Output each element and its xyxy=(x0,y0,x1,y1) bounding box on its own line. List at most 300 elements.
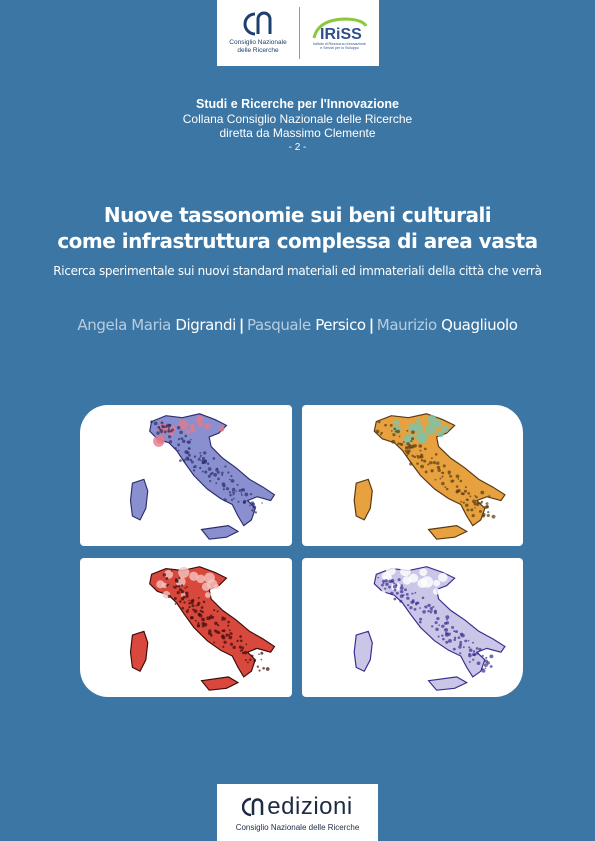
map-texture-dot xyxy=(393,582,395,584)
map-texture-dot xyxy=(233,498,235,500)
map-texture-dot xyxy=(251,509,253,512)
map-texture-dot xyxy=(437,469,440,472)
map-texture-dot xyxy=(460,480,463,483)
map-texture-dot xyxy=(221,471,224,474)
map-texture-dot xyxy=(230,475,232,477)
authors-line xyxy=(0,316,595,334)
map-texture-dot xyxy=(209,480,211,482)
map-texture-dot xyxy=(226,487,229,490)
map-texture-dot xyxy=(244,493,248,497)
map-texture-dot xyxy=(438,624,440,626)
map-texture-dot xyxy=(469,649,473,652)
map-texture-dot xyxy=(212,616,214,618)
map-texture-dot xyxy=(396,444,398,446)
map-texture-dot xyxy=(235,490,237,492)
map-texture-dot xyxy=(424,605,427,608)
map-texture-dot xyxy=(241,492,243,494)
map-texture-dot xyxy=(177,443,180,446)
map-texture-dot xyxy=(250,493,252,495)
map-texture-dot xyxy=(190,616,193,619)
map-texture-dot xyxy=(257,666,259,668)
map-texture-blob xyxy=(409,574,418,583)
map-texture-dot xyxy=(229,629,231,631)
map-texture-dot xyxy=(208,629,211,632)
map-texture-dot xyxy=(252,503,255,506)
map-texture-dot xyxy=(474,507,476,509)
map-texture-dot xyxy=(175,447,177,449)
map-texture-blob xyxy=(380,590,385,595)
map-texture-dot xyxy=(441,634,443,636)
series-collection: Collana Consiglio Nazionale delle Ricerche xyxy=(182,111,413,126)
map-texture-dot xyxy=(436,462,439,465)
map-texture-dot xyxy=(221,619,223,621)
map-texture-dot xyxy=(411,447,413,449)
map-texture-dot xyxy=(406,455,408,457)
map-texture-dot xyxy=(178,438,180,440)
book-title xyxy=(0,202,595,254)
map-texture-dot xyxy=(198,614,201,617)
map-texture-dot xyxy=(195,605,197,607)
map-texture-dot xyxy=(232,488,236,492)
map-texture-dot xyxy=(446,619,448,621)
map-texture-dot xyxy=(409,462,412,465)
map-texture-dot xyxy=(168,430,170,432)
map-texture-dot xyxy=(382,582,384,584)
map-texture-dot xyxy=(229,494,232,497)
map-texture-dot xyxy=(178,577,181,580)
map-texture-dot xyxy=(227,621,230,624)
map-texture-dot xyxy=(169,424,172,427)
map-texture-blob xyxy=(198,422,203,427)
map-texture-dot xyxy=(193,469,195,471)
map-texture-dot xyxy=(229,632,231,634)
map-texture-dot xyxy=(469,495,471,497)
map-texture-dot xyxy=(384,424,387,427)
map-texture-dot xyxy=(391,440,395,444)
publisher-logo xyxy=(217,784,378,841)
map-texture-dot xyxy=(446,488,449,491)
map-panel-1 xyxy=(80,405,292,546)
map-texture-blob xyxy=(410,433,415,438)
map-texture-dot xyxy=(482,655,484,657)
map-texture-dot xyxy=(430,469,433,472)
map-texture-dot xyxy=(436,617,439,620)
map-texture-blob xyxy=(214,584,219,589)
sardinia-shape xyxy=(354,631,372,671)
map-texture-dot xyxy=(237,484,239,486)
map-texture-dot xyxy=(444,629,446,631)
map-texture-dot xyxy=(468,640,470,642)
map-texture-dot xyxy=(453,630,455,632)
map-texture-blob xyxy=(196,416,204,424)
map-texture-dot xyxy=(223,498,226,501)
map-texture-dot xyxy=(229,479,231,481)
sicily-shape xyxy=(202,677,238,690)
map-texture-dot xyxy=(407,604,409,606)
map-texture-dot xyxy=(427,610,430,612)
map-texture-dot xyxy=(425,471,428,474)
map-texture-blob xyxy=(425,424,436,435)
map-texture-dot xyxy=(150,420,153,423)
map-texture-blob xyxy=(416,419,420,423)
map-texture-dot xyxy=(199,467,201,469)
map-texture-blob xyxy=(394,420,400,425)
map-texture-dot xyxy=(411,437,414,440)
map-texture-dot xyxy=(212,457,215,460)
map-texture-dot xyxy=(164,430,167,433)
map-texture-dot xyxy=(204,471,207,474)
map-texture-dot xyxy=(431,610,433,612)
map-texture-dot xyxy=(168,595,171,598)
map-texture-blob xyxy=(156,580,164,588)
italy-map-4 xyxy=(302,558,523,697)
map-texture-dot xyxy=(221,616,223,618)
logo-header xyxy=(217,0,379,66)
map-panel-4 xyxy=(302,558,523,697)
map-texture-dot xyxy=(236,640,238,642)
map-texture-dot xyxy=(463,502,465,504)
map-texture-dot xyxy=(194,465,197,468)
book-subtitle: Ricerca sperimentale sui nuovi standard materiali ed immateriali della città che verrà xyxy=(53,264,542,278)
map-texture-dot xyxy=(378,420,381,423)
map-texture-blob xyxy=(438,573,448,582)
series-number: - 2 - xyxy=(288,141,307,153)
map-texture-blob xyxy=(178,567,189,578)
map-texture-dot xyxy=(468,654,472,657)
map-texture-dot xyxy=(431,625,433,627)
map-texture-dot xyxy=(200,610,202,612)
map-texture-dot xyxy=(222,482,226,486)
map-texture-dot xyxy=(480,502,482,504)
map-texture-dot xyxy=(460,501,462,503)
map-texture-dot xyxy=(476,652,479,655)
series-block xyxy=(0,97,595,155)
map-texture-dot xyxy=(231,479,235,483)
map-texture-dot xyxy=(171,570,173,572)
map-texture-dot xyxy=(448,639,452,643)
map-texture-dot xyxy=(465,486,467,488)
map-texture-dot xyxy=(411,455,413,457)
sardinia-shape xyxy=(130,479,147,520)
cnr-name-line1: Consiglio Nazionale xyxy=(229,39,287,46)
map-texture-dot xyxy=(414,592,416,594)
map-texture-dot xyxy=(431,457,433,459)
map-texture-dot xyxy=(159,428,161,430)
map-texture-dot xyxy=(249,505,251,507)
map-texture-dot xyxy=(419,618,422,621)
publisher-word: edizioni xyxy=(267,793,353,820)
map-texture-dot xyxy=(198,458,201,461)
map-texture-dot xyxy=(445,641,448,644)
map-texture-dot xyxy=(179,431,183,435)
map-texture-dot xyxy=(467,492,470,495)
map-texture-dot xyxy=(417,455,421,458)
map-texture-dot xyxy=(404,588,407,591)
map-texture-dot xyxy=(381,584,384,587)
map-texture-dot xyxy=(401,584,403,586)
map-texture-dot xyxy=(188,600,190,602)
map-texture-dot xyxy=(184,450,188,454)
map-texture-dot xyxy=(380,434,382,436)
map-texture-dot xyxy=(419,607,421,609)
map-texture-dot xyxy=(191,461,194,464)
map-texture-blob xyxy=(196,574,205,583)
map-texture-dot xyxy=(160,421,163,424)
map-texture-dot xyxy=(441,476,443,478)
map-texture-dot xyxy=(188,447,190,449)
map-texture-dot xyxy=(230,643,233,646)
map-texture-blob xyxy=(433,588,440,594)
map-texture-dot xyxy=(174,597,177,600)
map-texture-dot xyxy=(237,501,239,503)
map-texture-dot xyxy=(473,650,475,652)
map-texture-dot xyxy=(384,579,387,582)
map-texture-dot xyxy=(420,454,423,457)
map-texture-dot xyxy=(231,499,233,501)
map-texture-dot xyxy=(456,485,459,488)
map-texture-dot xyxy=(181,597,184,600)
map-texture-dot xyxy=(392,433,395,436)
map-texture-blob xyxy=(202,583,211,591)
map-panel-3 xyxy=(80,558,292,697)
map-texture-dot xyxy=(411,593,413,595)
map-texture-dot xyxy=(195,620,197,622)
map-texture-dot xyxy=(165,425,167,427)
map-texture-dot xyxy=(183,459,186,462)
map-texture-dot xyxy=(490,665,493,668)
map-texture-dot xyxy=(224,465,226,467)
map-texture-dot xyxy=(429,461,432,464)
map-texture-dot xyxy=(169,440,172,443)
map-texture-dot xyxy=(441,482,445,485)
map-texture-dot xyxy=(460,633,464,636)
map-texture-dot xyxy=(472,642,474,644)
map-texture-dot xyxy=(396,592,399,595)
map-texture-dot xyxy=(399,600,402,603)
map-texture-dot xyxy=(377,577,379,579)
map-texture-dot xyxy=(409,606,412,609)
map-texture-dot xyxy=(185,592,189,595)
map-texture-dot xyxy=(200,455,202,457)
map-texture-dot xyxy=(459,641,462,644)
map-texture-dot xyxy=(462,493,465,496)
map-texture-dot xyxy=(258,653,260,655)
map-texture-dot xyxy=(217,471,220,474)
map-texture-dot xyxy=(261,502,263,504)
publisher-sub: Consiglio Nazionale delle Ricerche xyxy=(235,823,360,832)
map-texture-dot xyxy=(477,501,480,504)
map-texture-dot xyxy=(427,463,429,465)
author-separator: | xyxy=(238,316,245,334)
map-texture-dot xyxy=(410,601,414,604)
sardinia-shape xyxy=(130,631,147,671)
map-texture-dot xyxy=(213,473,217,477)
map-texture-blob xyxy=(204,423,211,430)
map-texture-dot xyxy=(438,636,440,638)
map-texture-dot xyxy=(467,499,469,501)
map-texture-dot xyxy=(484,667,486,669)
map-texture-dot xyxy=(185,435,188,438)
sicily-shape xyxy=(202,526,238,539)
map-texture-dot xyxy=(187,609,189,611)
map-texture-dot xyxy=(214,622,218,625)
map-texture-dot xyxy=(452,479,454,481)
map-texture-dot xyxy=(435,453,438,456)
map-texture-dot xyxy=(187,440,191,444)
map-texture-dot xyxy=(406,593,409,596)
cnr-name-line2: delle Ricerche xyxy=(237,47,279,54)
map-texture-dot xyxy=(233,646,236,649)
map-texture-blob xyxy=(205,592,211,598)
map-texture-dot xyxy=(478,648,481,651)
map-texture-dot xyxy=(393,598,396,601)
map-texture-dot xyxy=(465,504,469,507)
map-texture-dot xyxy=(432,606,434,608)
author-3-first: Maurizio xyxy=(376,316,437,334)
map-texture-dot xyxy=(165,441,167,443)
map-texture-dot xyxy=(175,603,177,605)
map-texture-dot xyxy=(442,638,445,641)
map-texture-dot xyxy=(156,431,159,434)
author-1-first: Angela Maria xyxy=(77,316,171,334)
map-texture-dot xyxy=(202,471,204,473)
map-texture-blob xyxy=(416,432,428,443)
map-texture-dot xyxy=(400,590,403,593)
map-texture-dot xyxy=(181,437,184,440)
cnr-small-icon xyxy=(242,797,264,817)
map-texture-dot xyxy=(406,430,408,432)
map-texture-dot xyxy=(191,599,193,601)
map-texture-dot xyxy=(192,608,194,610)
map-texture-dot xyxy=(424,448,427,451)
map-texture-dot xyxy=(217,610,219,612)
map-texture-dot xyxy=(434,610,437,613)
map-texture-dot xyxy=(448,470,452,473)
map-texture-dot xyxy=(213,609,215,611)
map-texture-blob xyxy=(219,426,225,432)
map-texture-dot xyxy=(200,459,202,461)
map-texture-dot xyxy=(433,461,436,464)
map-texture-dot xyxy=(197,604,200,607)
map-texture-dot xyxy=(245,659,247,661)
map-texture-dot xyxy=(476,647,479,650)
map-texture-dot xyxy=(397,442,400,444)
map-texture-dot xyxy=(477,661,481,665)
map-texture-dot xyxy=(203,451,206,454)
map-texture-dot xyxy=(446,621,449,624)
map-texture-dot xyxy=(459,652,461,654)
map-texture-dot xyxy=(179,588,182,591)
map-texture-dot xyxy=(444,486,446,488)
map-texture-dot xyxy=(410,440,412,442)
map-texture-dot xyxy=(486,505,489,508)
series-name: Studi e Ricerche per l'Innovazione xyxy=(195,97,400,111)
map-texture-dot xyxy=(215,482,217,484)
map-texture-dot xyxy=(435,621,438,624)
map-texture-dot xyxy=(469,661,471,663)
map-texture-dot xyxy=(168,427,170,429)
map-texture-dot xyxy=(191,604,194,607)
map-texture-dot xyxy=(201,618,205,622)
map-texture-dot xyxy=(240,639,243,642)
map-texture-dot xyxy=(385,583,389,586)
map-texture-dot xyxy=(202,457,205,460)
map-texture-dot xyxy=(259,670,261,672)
map-texture-dot xyxy=(239,635,242,638)
irss-name-line1: Istituto di Ricerca su Innovazione xyxy=(313,41,366,46)
map-texture-dot xyxy=(482,514,485,517)
title-line-2: come infrastruttura complessa di area vasta xyxy=(57,229,538,253)
author-2-last: Persico xyxy=(315,316,366,334)
map-texture-dot xyxy=(487,514,490,517)
map-texture-dot xyxy=(399,436,401,438)
map-texture-dot xyxy=(242,488,246,492)
map-texture-dot xyxy=(454,637,457,639)
map-texture-dot xyxy=(398,578,401,581)
map-texture-dot xyxy=(245,643,247,645)
map-texture-dot xyxy=(411,430,415,434)
map-texture-dot xyxy=(194,455,196,457)
map-texture-blob xyxy=(408,423,417,431)
map-texture-dot xyxy=(249,659,251,661)
map-texture-dot xyxy=(179,600,182,603)
map-texture-blob xyxy=(400,566,411,576)
map-texture-dot xyxy=(455,630,458,633)
map-texture-dot xyxy=(208,467,212,471)
map-texture-dot xyxy=(415,603,417,605)
map-texture-blob xyxy=(417,579,427,588)
map-texture-dot xyxy=(223,641,226,644)
map-texture-dot xyxy=(260,652,263,655)
map-texture-dot xyxy=(420,465,424,469)
map-texture-blob xyxy=(186,429,191,434)
map-texture-dot xyxy=(435,628,439,631)
map-texture-dot xyxy=(228,634,230,636)
map-texture-dot xyxy=(198,597,200,599)
map-texture-dot xyxy=(266,667,270,671)
map-texture-dot xyxy=(418,444,422,447)
irss-name-line2: e Servizi per lo Sviluppo xyxy=(320,46,359,50)
map-texture-dot xyxy=(406,597,409,600)
map-texture-dot xyxy=(255,511,257,513)
map-panel-2 xyxy=(302,405,523,546)
map-texture-dot xyxy=(443,464,446,467)
map-texture-dot xyxy=(173,586,175,588)
map-texture-dot xyxy=(403,441,405,443)
map-texture-dot xyxy=(423,460,426,463)
map-texture-dot xyxy=(197,625,199,627)
map-texture-dot xyxy=(451,626,454,629)
map-texture-dot xyxy=(445,615,449,619)
map-texture-dot xyxy=(199,452,201,454)
map-texture-dot xyxy=(406,451,409,454)
map-texture-dot xyxy=(390,592,393,595)
map-texture-dot xyxy=(453,639,456,641)
map-texture-dot xyxy=(467,509,470,512)
map-texture-dot xyxy=(262,667,265,670)
map-texture-blob xyxy=(441,425,449,432)
map-texture-dot xyxy=(464,640,467,643)
map-texture-dot xyxy=(186,586,188,588)
map-texture-dot xyxy=(486,502,489,505)
map-texture-dot xyxy=(178,449,180,451)
cnr-logo xyxy=(217,0,299,66)
map-texture-dot xyxy=(464,490,467,493)
map-texture-dot xyxy=(391,581,393,583)
map-texture-dot xyxy=(445,633,449,637)
map-texture-dot xyxy=(182,439,186,443)
map-texture-dot xyxy=(158,426,160,428)
